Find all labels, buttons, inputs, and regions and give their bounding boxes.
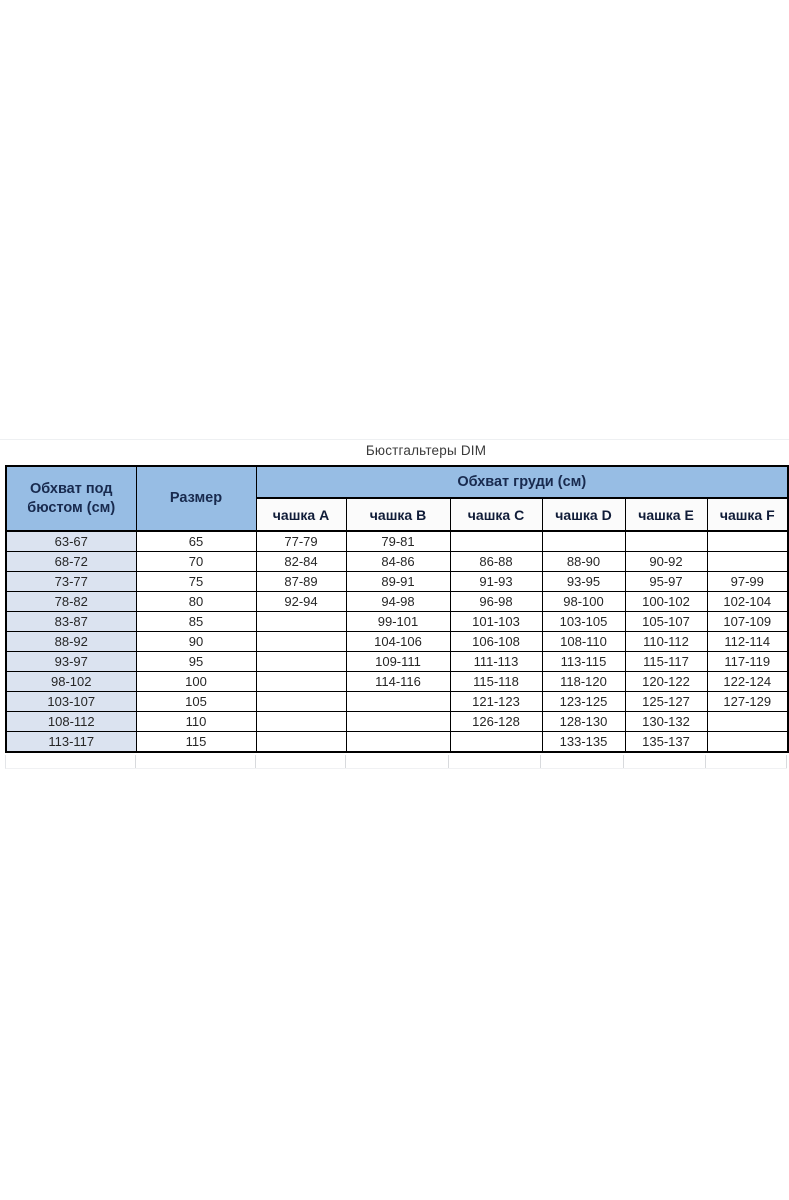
cup-value-cell: 118-120 <box>542 672 625 692</box>
size-cell: 95 <box>136 652 256 672</box>
cup-value-cell <box>707 732 788 753</box>
cup-value-cell: 113-115 <box>542 652 625 672</box>
cup-column-header: чашка F <box>707 498 788 531</box>
empty-sheet-row <box>5 755 787 769</box>
table-row <box>6 712 788 732</box>
cup-value-cell: 122-124 <box>707 672 788 692</box>
cup-column-header: чашка E <box>625 498 707 531</box>
underbust-cell: 108-112 <box>6 712 136 732</box>
cup-value-cell: 86-88 <box>450 552 542 572</box>
table-row <box>6 732 788 753</box>
cup-value-cell: 128-130 <box>542 712 625 732</box>
size-cell: 75 <box>136 572 256 592</box>
cup-value-cell: 97-99 <box>707 572 788 592</box>
cup-value-cell: 107-109 <box>707 612 788 632</box>
cup-value-cell <box>256 692 346 712</box>
cup-value-cell: 99-101 <box>346 612 450 632</box>
cup-value-cell: 121-123 <box>450 692 542 712</box>
size-cell: 80 <box>136 592 256 612</box>
column-header-bust-group: Обхват груди (см) <box>256 466 788 498</box>
cup-value-cell: 77-79 <box>256 531 346 552</box>
size-cell: 65 <box>136 531 256 552</box>
cup-value-cell: 102-104 <box>707 592 788 612</box>
empty-cell <box>6 755 136 768</box>
cup-value-cell: 94-98 <box>346 592 450 612</box>
underbust-cell: 103-107 <box>6 692 136 712</box>
cup-value-cell: 110-112 <box>625 632 707 652</box>
cup-value-cell: 109-111 <box>346 652 450 672</box>
cup-value-cell <box>542 531 625 552</box>
size-table-body <box>6 531 788 752</box>
table-header <box>6 466 788 531</box>
cup-value-cell: 104-106 <box>346 632 450 652</box>
cup-value-cell: 91-93 <box>450 572 542 592</box>
table-title: Бюстгальтеры DIM <box>365 443 487 458</box>
empty-cell <box>136 755 256 768</box>
cup-value-cell: 108-110 <box>542 632 625 652</box>
cup-value-cell: 125-127 <box>625 692 707 712</box>
size-cell: 100 <box>136 672 256 692</box>
cup-value-cell: 105-107 <box>625 612 707 632</box>
cup-value-cell <box>707 531 788 552</box>
cup-value-cell <box>256 712 346 732</box>
table-row <box>6 552 788 572</box>
underbust-cell: 93-97 <box>6 652 136 672</box>
table-row <box>6 692 788 712</box>
size-cell: 105 <box>136 692 256 712</box>
empty-cell <box>624 755 706 768</box>
cup-column-header: чашка D <box>542 498 625 531</box>
cup-value-cell <box>625 531 707 552</box>
cup-value-cell: 112-114 <box>707 632 788 652</box>
underbust-cell: 78-82 <box>6 592 136 612</box>
cup-value-cell: 82-84 <box>256 552 346 572</box>
empty-cell <box>449 755 541 768</box>
cup-value-cell: 133-135 <box>542 732 625 753</box>
column-header-size: Размер <box>136 466 256 531</box>
empty-cell <box>256 755 346 768</box>
underbust-cell: 113-117 <box>6 732 136 753</box>
cup-value-cell: 115-118 <box>450 672 542 692</box>
header-row-main <box>6 466 788 498</box>
cup-value-cell <box>256 672 346 692</box>
cup-value-cell: 92-94 <box>256 592 346 612</box>
table-row <box>6 592 788 612</box>
table-row <box>6 572 788 592</box>
cup-value-cell: 100-102 <box>625 592 707 612</box>
cup-value-cell <box>346 732 450 753</box>
cup-value-cell <box>256 612 346 632</box>
cup-value-cell: 103-105 <box>542 612 625 632</box>
underbust-cell: 68-72 <box>6 552 136 572</box>
cup-value-cell: 96-98 <box>450 592 542 612</box>
cup-value-cell: 111-113 <box>450 652 542 672</box>
cup-value-cell: 106-108 <box>450 632 542 652</box>
cup-value-cell: 126-128 <box>450 712 542 732</box>
table-row <box>6 612 788 632</box>
cup-value-cell: 101-103 <box>450 612 542 632</box>
cup-value-cell: 98-100 <box>542 592 625 612</box>
cup-value-cell <box>256 732 346 753</box>
cup-value-cell: 93-95 <box>542 572 625 592</box>
cup-value-cell: 130-132 <box>625 712 707 732</box>
cup-value-cell: 114-116 <box>346 672 450 692</box>
underbust-cell: 63-67 <box>6 531 136 552</box>
empty-cell <box>541 755 624 768</box>
cup-value-cell: 120-122 <box>625 672 707 692</box>
cup-value-cell: 127-129 <box>707 692 788 712</box>
cup-value-cell <box>450 531 542 552</box>
cup-value-cell <box>346 692 450 712</box>
column-header-underbust: Обхват под бюстом (см) <box>6 466 136 531</box>
underbust-cell: 83-87 <box>6 612 136 632</box>
size-cell: 70 <box>136 552 256 572</box>
cup-column-header: чашка A <box>256 498 346 531</box>
cup-value-cell: 84-86 <box>346 552 450 572</box>
underbust-cell: 88-92 <box>6 632 136 652</box>
cup-value-cell <box>346 712 450 732</box>
underbust-cell: 98-102 <box>6 672 136 692</box>
cup-value-cell: 88-90 <box>542 552 625 572</box>
cup-column-header: чашка C <box>450 498 542 531</box>
cup-value-cell <box>707 552 788 572</box>
empty-cell <box>346 755 450 768</box>
table-row <box>6 632 788 652</box>
underbust-cell: 73-77 <box>6 572 136 592</box>
size-cell: 85 <box>136 612 256 632</box>
table-row <box>6 672 788 692</box>
cup-column-header: чашка B <box>346 498 450 531</box>
cup-value-cell: 89-91 <box>346 572 450 592</box>
cup-value-cell: 115-117 <box>625 652 707 672</box>
cup-value-cell <box>256 632 346 652</box>
cup-value-cell: 117-119 <box>707 652 788 672</box>
table-row <box>6 652 788 672</box>
cup-value-cell: 95-97 <box>625 572 707 592</box>
size-cell: 110 <box>136 712 256 732</box>
cup-value-cell: 135-137 <box>625 732 707 753</box>
table-row <box>6 531 788 552</box>
cup-value-cell <box>707 712 788 732</box>
cup-value-cell: 90-92 <box>625 552 707 572</box>
cup-value-cell: 79-81 <box>346 531 450 552</box>
size-cell: 115 <box>136 732 256 753</box>
size-cell: 90 <box>136 632 256 652</box>
cup-value-cell <box>256 652 346 672</box>
cup-value-cell: 87-89 <box>256 572 346 592</box>
cup-value-cell <box>450 732 542 753</box>
cup-value-cell: 123-125 <box>542 692 625 712</box>
sheet-gridline <box>0 439 789 440</box>
bra-size-table <box>5 465 789 753</box>
empty-cell <box>706 755 787 768</box>
